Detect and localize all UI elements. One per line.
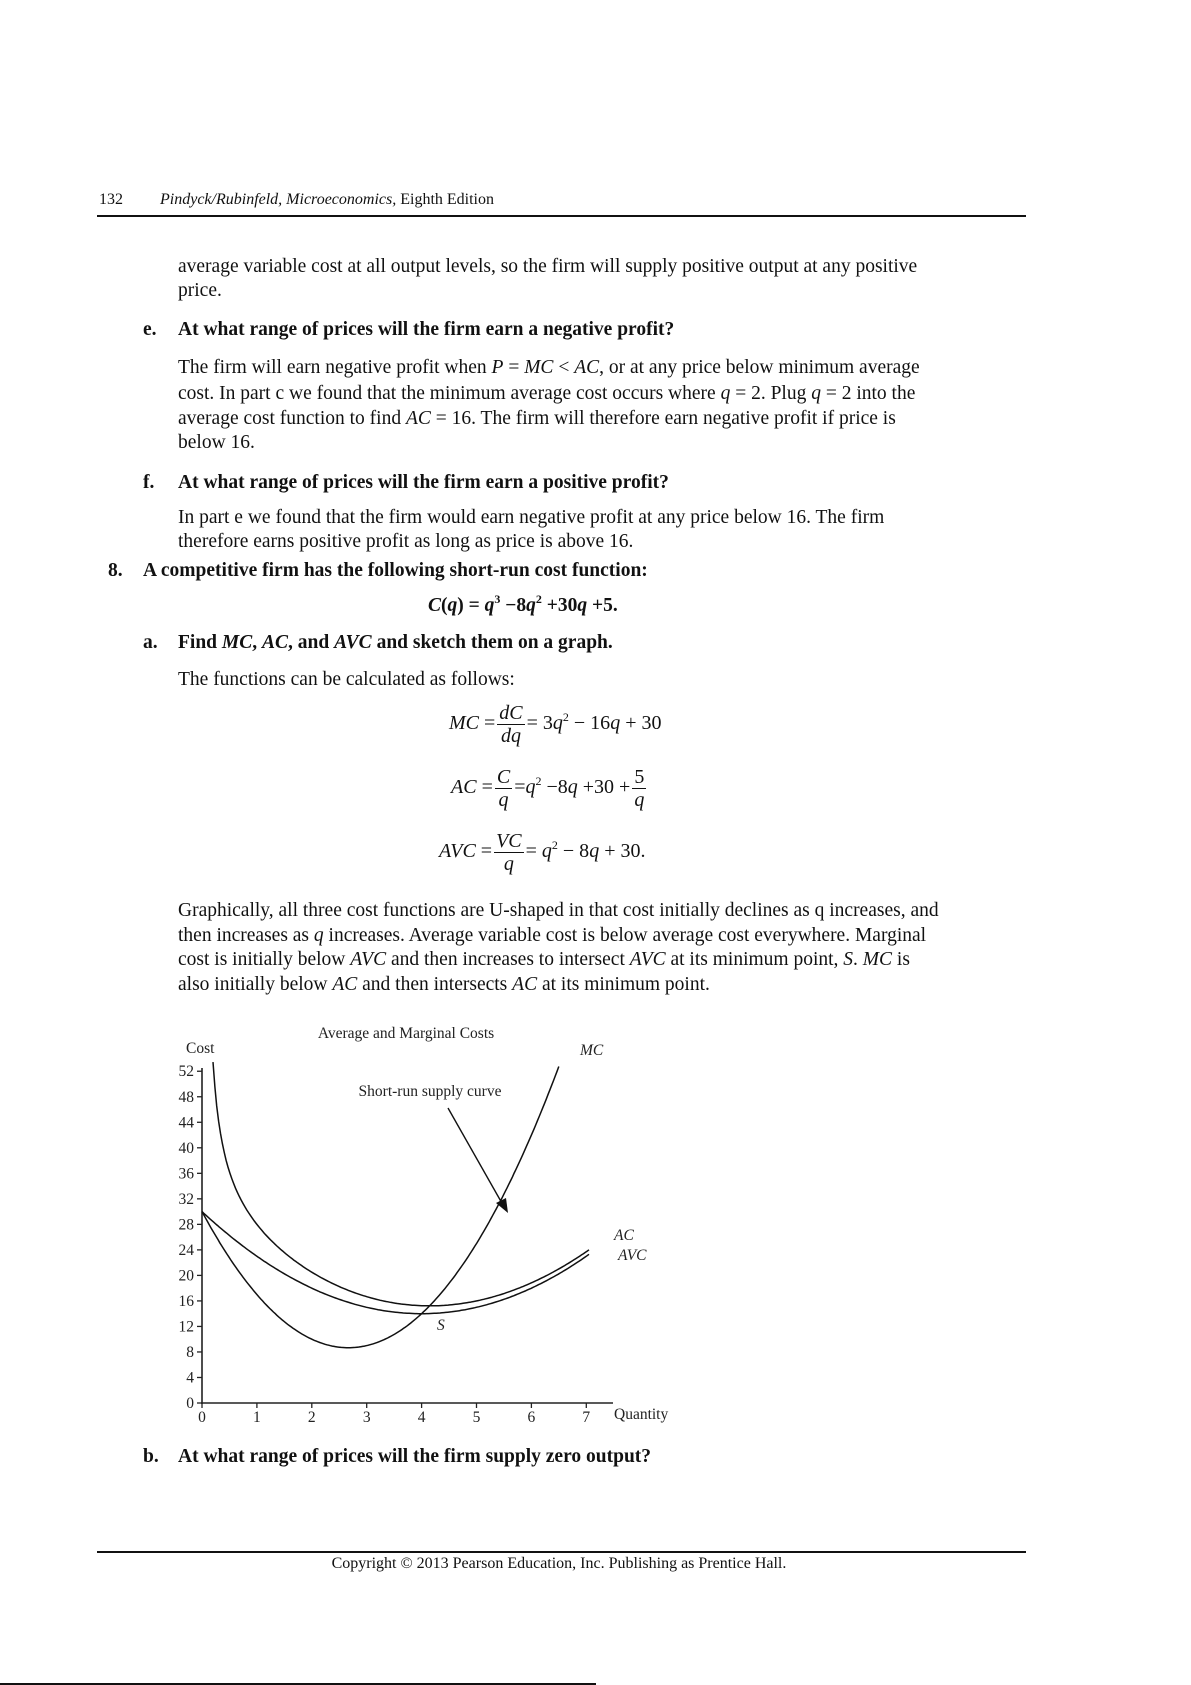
text-line: also initially below AC and then intersects AC at its minimum point. [178, 973, 710, 995]
mc-equation: MC = $\frac{dC}{dq}$ = $3q^2 - 16q + 30$ [449, 702, 662, 747]
y-tick-label: 36 [178, 1165, 194, 1183]
avc-label: AVC [618, 1247, 647, 1264]
text-line: average cost function to find AC = 16. The firm will therefore earn negative profit if price is [178, 408, 896, 429]
y-axis-label: Cost [186, 1040, 215, 1057]
y-tick-label: 4 [186, 1369, 194, 1387]
problem-8-statement: A competitive firm has the following short-run cost function: [143, 560, 648, 581]
text-line: then increases as q increases. Average variable cost is below average cost everywhere. Marginal [178, 924, 927, 946]
page-number: 132 [99, 191, 123, 208]
ac-label: AC [614, 1227, 634, 1244]
book-title: Pindyck/Rubinfeld, Microeconomics, [160, 191, 397, 208]
x-tick-label: 2 [307, 1409, 316, 1426]
avc-equation: AVC = $\frac{VC}{q}$ = $q^2 - 8q + 30$. [439, 830, 646, 875]
edition: Eighth Edition [400, 191, 494, 208]
item-a-intro: The functions can be calculated as follows: [178, 669, 515, 690]
item-a-marker: a. [143, 632, 158, 653]
point-s-label: S [437, 1317, 445, 1334]
y-tick-label: 24 [178, 1241, 194, 1259]
y-tick-label: 48 [178, 1088, 194, 1106]
text-line: cost is initially below AVC and then increases to intersect AVC at its minimum point, S. MC is [178, 949, 910, 970]
x-tick-label: 1 [253, 1409, 261, 1426]
cost-function: $C(q) = q^3 -8q^2 +30q +5$. [428, 592, 618, 616]
item-f-question: At what range of prices will the firm earn a positive profit? [178, 472, 669, 493]
x-tick-label: 4 [417, 1409, 426, 1426]
y-tick-label: 40 [178, 1139, 194, 1157]
y-tick-label: 32 [178, 1190, 194, 1208]
item-f-marker: f. [143, 472, 155, 493]
x-tick-label: 0 [198, 1409, 206, 1426]
text-line: average variable cost at all output levels, so the firm will supply positive output at any positive [178, 256, 918, 277]
y-tick-label: 8 [186, 1343, 194, 1361]
text-line: cost. In part c we found that the minimum average cost occurs where q = 2. Plug q = 2 into the [178, 383, 916, 404]
chart-title: Average and Marginal Costs [317, 1025, 495, 1042]
text-line: price. [178, 280, 222, 301]
text-line: therefore earns positive profit as long as price is above 16. [178, 531, 634, 552]
copyright-notice: Copyright © 2013 Pearson Education, Inc. Publishing as Prentice Hall. [331, 1555, 787, 1572]
x-tick-label: 7 [582, 1409, 591, 1426]
x-tick-label: 6 [527, 1409, 536, 1426]
y-tick-label: 44 [178, 1114, 194, 1132]
item-e-question: At what range of prices will the firm earn a negative profit? [178, 319, 675, 340]
text-line: below 16. [178, 432, 255, 453]
supply-curve-annotation: Short-run supply curve [358, 1083, 502, 1100]
text-line: In part e we found that the firm would earn negative profit at any price below 16. The firm [178, 507, 885, 528]
ac-equation: AC = $\frac{C}{q}$ $=q^2 -8q +30$ + $\frac{5}{q}$ [451, 766, 645, 811]
problem-8-marker: 8. [108, 560, 123, 581]
text-line: The firm will earn negative profit when P = MC < AC, or at any price below minimum average [178, 357, 920, 378]
item-b-marker: b. [143, 1446, 159, 1467]
item-b-question: At what range of prices will the firm supply zero output? [178, 1446, 652, 1467]
x-axis-label: Quantity [614, 1406, 669, 1423]
y-tick-label: 0 [186, 1395, 194, 1412]
text-line: Graphically, all three cost functions are U-shaped in that cost initially declines as q increases, and [178, 900, 939, 921]
y-tick-label: 28 [178, 1216, 194, 1234]
item-a-question: Find MC, AC, and AVC and sketch them on a graph. [178, 632, 613, 653]
y-tick-label: 20 [178, 1267, 194, 1285]
page-bottom-rule [0, 1683, 596, 1685]
y-tick-label: 12 [178, 1318, 194, 1336]
annotation-arrow [448, 1108, 503, 1205]
footer-rule [97, 1551, 1026, 1553]
x-tick-label: 3 [362, 1409, 371, 1426]
item-e-marker: e. [143, 319, 157, 340]
x-tick-label: 5 [472, 1409, 481, 1426]
y-tick-label: 52 [178, 1063, 194, 1081]
chart-axes [201, 1068, 613, 1404]
y-tick-label: 16 [178, 1292, 194, 1310]
mc-label: MC [580, 1042, 604, 1059]
